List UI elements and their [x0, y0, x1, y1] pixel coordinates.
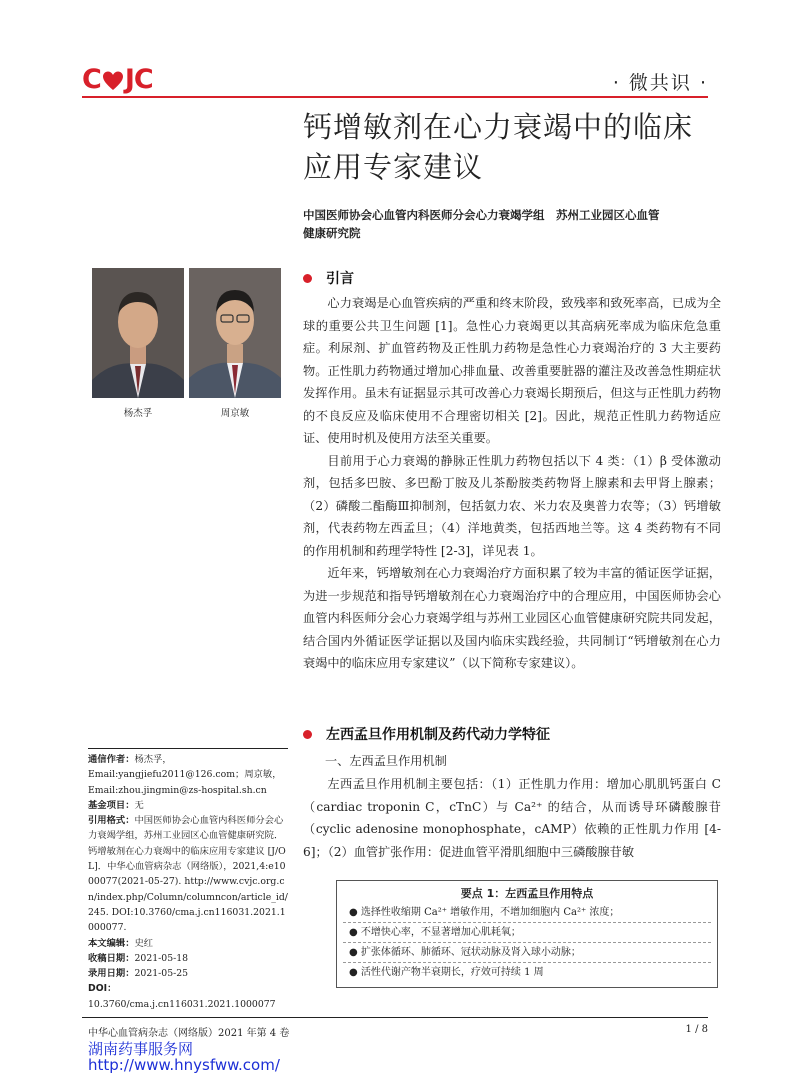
- affiliation: [303, 206, 733, 242]
- meta-value: 史红: [134, 937, 154, 949]
- section2-heading-text: 左西孟旦作用机制及药代动力学特征: [326, 727, 550, 743]
- bullet-dot-icon: [303, 730, 312, 739]
- author-photo-1: [92, 268, 184, 398]
- keypoint-item: ● 活性代谢产物半衰期长，疗效可持续 1 周: [349, 967, 544, 978]
- footer-page-number: 1 / 8: [685, 1024, 708, 1035]
- intro-body: [303, 292, 721, 675]
- keypoint-item: ● 不增快心率，不显著增加心肌耗氧；: [343, 923, 711, 943]
- meta-label: 基金项目：: [88, 799, 135, 811]
- heart-icon: [102, 68, 124, 90]
- meta-fund: [88, 798, 288, 813]
- intro-paragraph-1: 心力衰竭是心血管疾病的严重和终末阶段，致残率和致死率高，已成为全球的重要公共卫生问题 [1]。急性心力衰竭更以其高病死率成为临床危急重症。利尿剂、扩血管药物及正性肌力药物是急性心力衰竭治疗的 3 大主要药物。正性肌力药物通过增加心排血量、改善重要脏器的灌注及改善急性期症状发挥作用。虽未有证据显示其可改善心力衰竭长期预后，但这与正性肌力药物的不良反应及临床使用不合理密切相关 [2]。因此，规范正性肌力药物适应证、使用时机及使用方法至关重要。: [303, 296, 721, 445]
- section-tag: · 微共识 ·: [612, 72, 708, 94]
- article-metadata: [88, 748, 288, 1012]
- keypoint-title: 要点 1：左西孟旦作用特点: [460, 887, 594, 900]
- author-photo-2: [189, 268, 281, 398]
- keypoint-box: [336, 880, 718, 988]
- logo-text-right: JC: [124, 63, 153, 95]
- meta-correspondence: [88, 752, 288, 798]
- intro-paragraph-2: 目前用于心力衰竭的静脉正性肌力药物包括以下 4 类：（1）β 受体激动剂，包括多巴胺、多巴酚丁胺及儿茶酚胺类药物肾上腺素和去甲肾上腺素；（2）磷酸二酯酶Ⅲ抑制剂，包括氨力农、米力农及奥普力农等；（3）钙增敏剂，代表药物左西孟旦；（4）洋地黄类，包括西地兰等。这 4 类药物有不同的作用机制和药理学特性 [2-3]，详见表 1。: [303, 453, 721, 558]
- meta-value: 无: [134, 799, 144, 811]
- article-title: [303, 107, 723, 187]
- title-line-1: 钙增敏剂在心力衰竭中的临床: [303, 110, 694, 144]
- meta-accepted: [88, 966, 288, 981]
- meta-label: 引用格式：: [88, 815, 135, 827]
- meta-label: 收稿日期：: [88, 952, 135, 964]
- meta-citation: [88, 813, 288, 935]
- journal-logo: [82, 63, 153, 95]
- meta-value: 中国医师协会心血管内科医师分会心力衰竭学组，苏州工业园区心血管健康研究院．钙增敏剂在心力衰竭中的临床应用专家建议 [J/OL]．中华心血管病杂志（网络版），2021,4:e1000077(2021-05-27). http://www.cvjc.org.cn/index.php/Column/columncon/article_id/245. DOI:10.3760/cma.j.cn116031.2021.1000077.: [88, 815, 288, 934]
- meta-label: DOI：: [88, 983, 117, 995]
- author-caption-2: 周京敏: [220, 408, 250, 419]
- keypoint-item: ● 选择性收缩期 Ca²⁺ 增敏作用，不增加细胞内 Ca²⁺ 浓度；: [343, 903, 711, 923]
- meta-doi: [88, 981, 288, 1012]
- section2-body: [303, 773, 721, 863]
- intro-paragraph-3: 近年来，钙增敏剂在心力衰竭治疗方面积累了较为丰富的循证医学证据，为进一步规范和指导钙增敏剂在心力衰竭治疗中的合理应用，中国医师协会心血管内科医师分会心力衰竭学组与苏州工业园区心血管健康研究院共同发起，结合国内外循证医学证据以及国内临床实践经验，共同制订“钙增敏剂在心力衰竭中的临床应用专家建议”（以下简称专家建议）。: [303, 566, 721, 670]
- title-line-2: 应用专家建议: [303, 150, 484, 184]
- meta-value: 2021-05-25: [134, 968, 189, 980]
- meta-received: [88, 951, 288, 966]
- header-divider: [82, 96, 708, 98]
- section2-paragraph-1: 左西孟旦作用机制主要包括：（1）正性肌力作用：增加心肌肌钙蛋白 C（cardiac troponin C，cTnC）与 Ca²⁺ 的结合，从而诱导环磷酸腺苷（cyclic adenosine monophosphate，cAMP）依赖的正性肌力作用 [4-6]；（2）血管扩张作用：促进血管平滑肌细胞中三磷酸腺苷敏: [303, 777, 721, 859]
- intro-heading-text: 引言: [326, 271, 354, 287]
- logo-text-left: C: [82, 63, 101, 95]
- watermark-url[interactable]: http://www.hnysfww.com/: [88, 1056, 280, 1074]
- meta-value: 杨杰孚，Email:yangjiefu2011@126.com；周京敏，Email:zhou.jingmin@zs-hospital.sh.cn: [88, 754, 282, 796]
- meta-divider: [88, 748, 288, 749]
- meta-value: 10.3760/cma.j.cn116031.2021.1000077: [88, 998, 276, 1010]
- footer-divider: [82, 1017, 708, 1018]
- meta-editor: [88, 936, 288, 951]
- footer-journal: 中华心血管病杂志（网络版）2021 年第 4 卷: [88, 1028, 290, 1039]
- intro-heading: [303, 268, 354, 288]
- affiliation-line-2: 健康研究院: [303, 226, 361, 240]
- meta-label: 通信作者：: [88, 754, 135, 765]
- meta-label: 录用日期：: [88, 968, 135, 980]
- meta-value: 2021-05-18: [134, 952, 189, 964]
- keypoint-item: ● 扩张体循环、肺循环、冠状动脉及肾入球小动脉；: [343, 943, 711, 963]
- section2-subheading: 一、左西孟旦作用机制: [325, 754, 447, 768]
- watermark-name: 湖南药事服务网: [88, 1040, 194, 1058]
- affiliation-line-1: 中国医师协会心血管内科医师分会心力衰竭学组 苏州工业园区心血管: [303, 208, 660, 222]
- meta-label: 本文编辑：: [88, 937, 135, 949]
- author-caption-1: 杨杰孚: [123, 408, 153, 419]
- bullet-dot-icon: [303, 274, 312, 283]
- section2-heading: [303, 724, 550, 744]
